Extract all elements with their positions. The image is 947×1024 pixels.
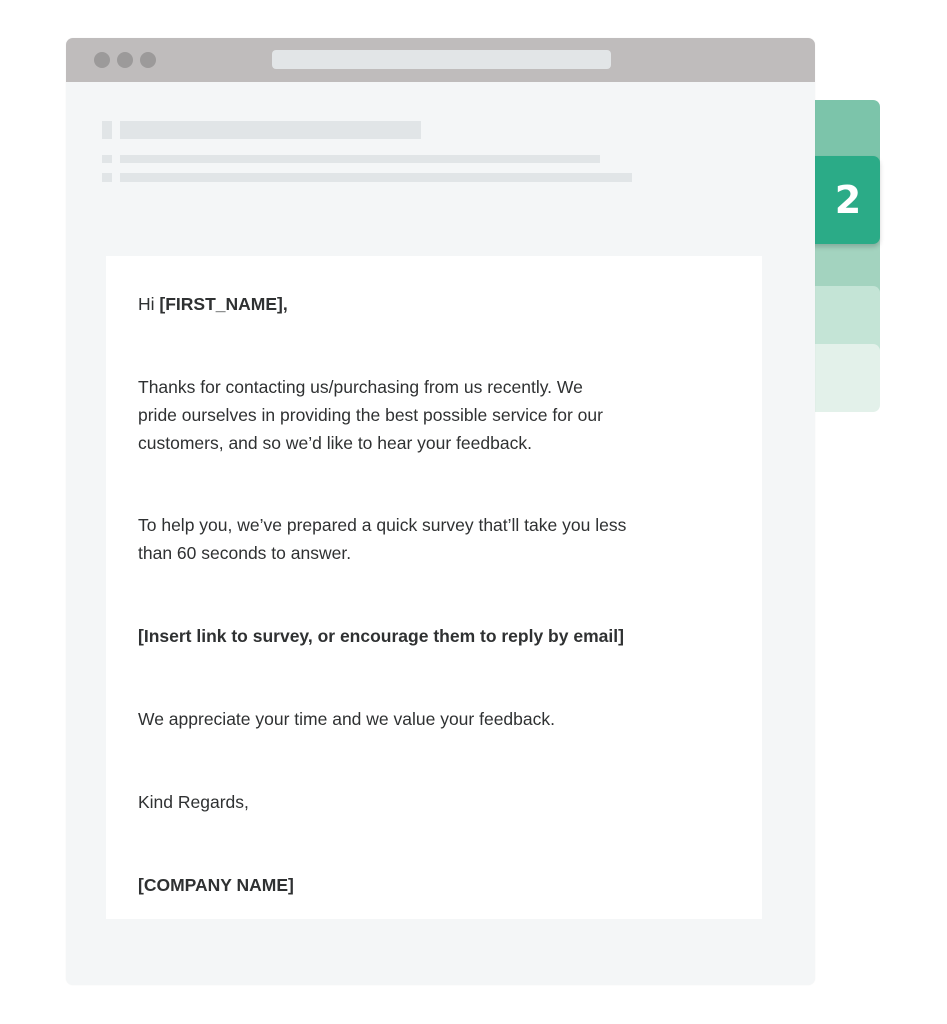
paragraph-line: than 60 seconds to answer. xyxy=(138,543,352,563)
header-placeholder-bullet xyxy=(102,173,112,182)
paragraph-line: Thanks for contacting us/purchasing from us recently. We xyxy=(138,377,583,397)
step-number: 2 xyxy=(834,178,862,222)
company-name-placeholder: [COMPANY NAME] xyxy=(138,875,294,895)
paragraph-line: pride ourselves in providing the best possible service for our xyxy=(138,405,603,425)
sign-off: Kind Regards, xyxy=(138,792,249,812)
email-body xyxy=(106,256,762,919)
window-control-dot-maximize[interactable] xyxy=(140,52,156,68)
paragraph-line: To help you, we’ve prepared a quick survey that’ll take you less xyxy=(138,515,627,535)
title-bar xyxy=(66,38,815,82)
window-control-dot-minimize[interactable] xyxy=(117,52,133,68)
header-placeholder-title xyxy=(120,121,421,139)
header-placeholder-line xyxy=(120,155,600,163)
address-bar[interactable] xyxy=(272,50,611,69)
appreciation-line: We appreciate your time and we value your feedback. xyxy=(138,709,555,729)
greeting-prefix: Hi xyxy=(138,294,155,314)
survey-link-placeholder: [Insert link to survey, or encourage them to reply by email] xyxy=(138,626,624,646)
header-placeholder-line xyxy=(120,173,632,182)
paragraph-line: customers, and so we’d like to hear your feedback. xyxy=(138,433,532,453)
header-placeholder-bullet xyxy=(102,121,112,139)
header-placeholder-bullet xyxy=(102,155,112,163)
greeting-name-placeholder: [FIRST_NAME], xyxy=(159,294,288,314)
window-control-dot-close[interactable] xyxy=(94,52,110,68)
browser-window xyxy=(66,38,815,985)
email-greeting xyxy=(138,290,288,318)
